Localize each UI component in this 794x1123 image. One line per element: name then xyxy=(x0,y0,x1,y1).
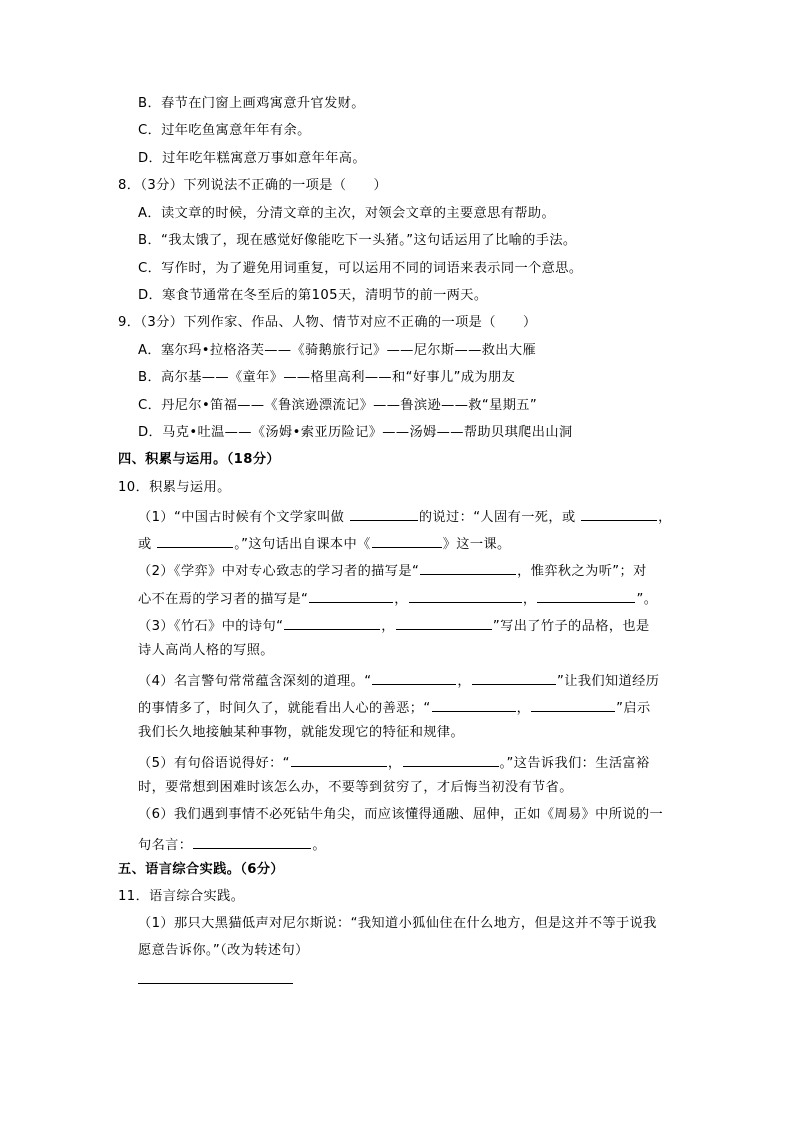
q11-stem: 11．语言综合实践。 xyxy=(118,889,245,904)
q9-option-c: C．丹尼尔•笛福——《鲁滨逊漂流记》——鲁滨逊——救“星期五” xyxy=(138,398,538,413)
q10-item-3: （3）《竹石》中的诗句“ ， ”写出了竹子的品格，也是 xyxy=(138,614,650,637)
q8-option-c: C．写作时，为了避免用词重复，可以运用不同的词语来表示同一个意思。 xyxy=(138,261,583,276)
q10-item-2: （2）《学弈》中对专心致志的学习者的描写是“ ，惟弈秋之为听”；对 xyxy=(138,559,647,582)
q10-item-6-cont: 句名言： 。 xyxy=(138,833,326,856)
fill-blank[interactable] xyxy=(581,505,657,521)
fill-blank[interactable] xyxy=(420,559,516,575)
q10-item-1-cont: 或 。”这句话出自课本中《 》这一课。 xyxy=(138,532,511,555)
q8-option-b: B．“我太饿了，现在感觉好像能吃下一头猪。”这句话运用了比喻的手法。 xyxy=(138,233,577,248)
q9-option-b: B．高尔基——《童年》——格里高利——和“好事儿”成为朋友 xyxy=(138,370,516,385)
fill-blank[interactable] xyxy=(396,614,492,630)
q7-option-d: D．过年吃年糕寓意万事如意年年高。 xyxy=(138,151,366,166)
section-5-heading: 五、语言综合实践。（6分） xyxy=(118,862,285,877)
fill-blank[interactable] xyxy=(157,532,233,548)
fill-blank[interactable] xyxy=(372,532,442,548)
q8-stem: 8．（3分）下列说法不正确的一项是（ ） xyxy=(118,178,388,193)
q7-option-b: B．春节在门窗上画鸡寓意升官发财。 xyxy=(138,96,365,111)
fill-blank[interactable] xyxy=(284,614,380,630)
section-4-heading: 四、积累与运用。（18分） xyxy=(118,452,281,467)
fill-blank[interactable] xyxy=(309,587,393,603)
fill-blank[interactable] xyxy=(472,669,556,685)
q11-item-1-cont: 愿意告诉你。”（改为转述句） xyxy=(138,943,309,958)
q10-item-5-cont: 时，要常想到困难时该怎么办，不要等到贫穷了，才后悔当初没有节省。 xyxy=(138,780,573,795)
fill-blank[interactable] xyxy=(291,751,387,767)
fill-blank[interactable] xyxy=(432,696,516,712)
q8-option-d: D．寒食节通常在冬至后的第105天，清明节的前一两天。 xyxy=(138,288,488,303)
q10-item-4: （4）名言警句常常蕴含深刻的道理。“ ， ”让我们知道经历 xyxy=(138,669,659,692)
q10-item-3-cont: 诗人高尚人格的写照。 xyxy=(138,643,274,658)
fill-blank[interactable] xyxy=(193,833,311,849)
q9-stem: 9．（3分）下列作家、作品、人物、情节对应不正确的一项是（ ） xyxy=(118,315,537,330)
q10-item-6: （6）我们遇到事情不必死钻牛角尖，而应该懂得通融、屈伸，正如《周易》中所说的一 xyxy=(138,807,664,822)
q8-option-a: A．读文章的时候，分清文章的主次，对领会文章的主要意思有帮助。 xyxy=(138,206,556,221)
q10-item-2-cont: 心不在焉的学习者的描写是“ ， ， ”。 xyxy=(138,587,657,610)
q9-option-d: D．马克•吐温——《汤姆•索亚历险记》——汤姆——帮助贝琪爬出山洞 xyxy=(138,425,573,440)
q10-stem: 10．积累与运用。 xyxy=(118,480,231,495)
q10-item-4-cont: 的事情多了，时间久了，就能看出人心的善恶；“ ， ”启示 xyxy=(138,696,651,719)
fill-blank[interactable] xyxy=(372,669,456,685)
q11-item-1: （1）那只大黑猫低声对尼尔斯说：“我知道小狐仙住在什么地方，但是这并不等于说我 xyxy=(138,916,657,931)
q10-item-4-cont2: 我们长久地接触某种事物，就能发现它的特征和规律。 xyxy=(138,725,465,740)
fill-blank[interactable] xyxy=(409,587,522,603)
fill-blank[interactable] xyxy=(350,505,418,521)
answer-line[interactable] xyxy=(138,983,293,984)
fill-blank[interactable] xyxy=(531,696,615,712)
q9-option-a: A．塞尔玛•拉格洛芙——《骑鹅旅行记》——尼尔斯——救出大雁 xyxy=(138,343,537,358)
fill-blank[interactable] xyxy=(537,587,635,603)
fill-blank[interactable] xyxy=(403,751,499,767)
q10-item-1: （1）“中国古时候有个文学家叫做 的说过：“人固有一死，或 ， xyxy=(138,505,672,528)
q10-item-5: （5）有句俗语说得好：“ ， 。”这告诉我们：生活富裕 xyxy=(138,751,650,774)
q7-option-c: C．过年吃鱼寓意年年有余。 xyxy=(138,123,311,138)
